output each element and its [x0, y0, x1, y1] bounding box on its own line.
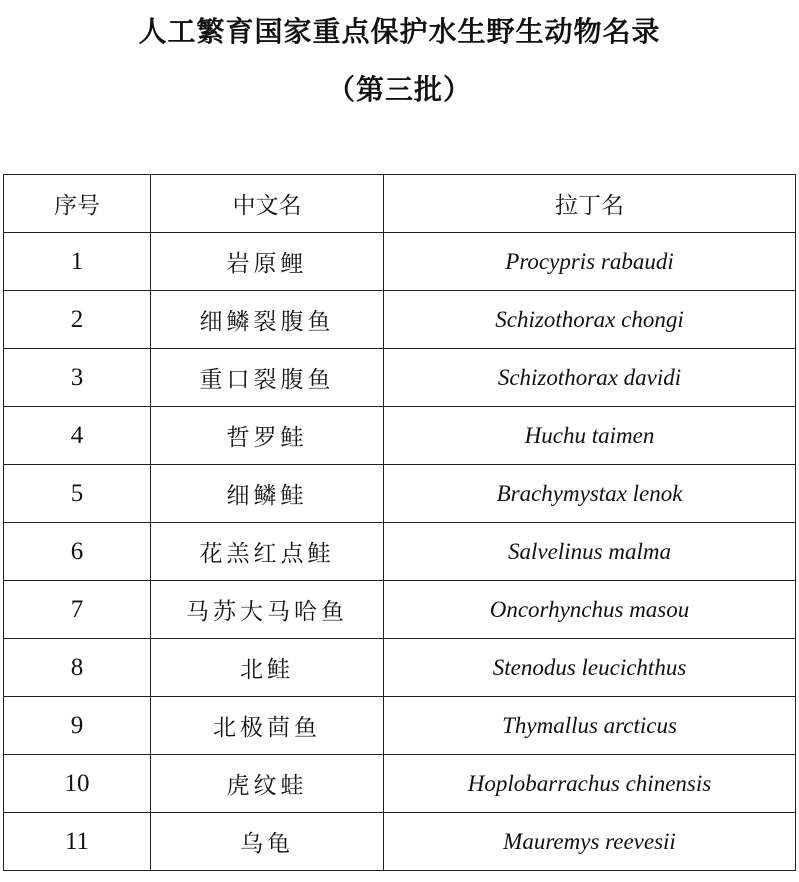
row-number: 4	[4, 407, 151, 465]
row-number: 6	[4, 523, 151, 581]
row-latin-name: Thymallus arcticus	[384, 697, 796, 755]
row-latin-name: Huchu taimen	[384, 407, 796, 465]
table-row	[4, 407, 796, 465]
row-number: 9	[4, 697, 151, 755]
row-latin-name: Brachymystax lenok	[384, 465, 796, 523]
row-number: 5	[4, 465, 151, 523]
row-latin-name: Schizothorax chongi	[384, 291, 796, 349]
row-chinese-name: 花羔红点鲑	[151, 523, 384, 581]
table-row	[4, 639, 796, 697]
row-chinese-name: 北极茴鱼	[151, 697, 384, 755]
row-number: 1	[4, 233, 151, 291]
row-number: 10	[4, 755, 151, 813]
table-row	[4, 755, 796, 813]
table-row	[4, 291, 796, 349]
row-latin-name: Hoplobarrachus chinensis	[384, 755, 796, 813]
row-chinese-name: 北鲑	[151, 639, 384, 697]
table-row	[4, 523, 796, 581]
table-row	[4, 465, 796, 523]
row-latin-name: Oncorhynchus masou	[384, 581, 796, 639]
species-table	[3, 174, 796, 871]
document-subtitle: （第三批）	[326, 73, 472, 106]
row-number: 8	[4, 639, 151, 697]
row-chinese-name: 马苏大马哈鱼	[151, 581, 384, 639]
table-header-row	[4, 175, 796, 233]
table-row	[4, 581, 796, 639]
row-chinese-name: 细鳞裂腹鱼	[151, 291, 384, 349]
row-latin-name: Schizothorax davidi	[384, 349, 796, 407]
header-chinese-name: 中文名	[151, 175, 384, 233]
row-number: 11	[4, 813, 151, 871]
row-chinese-name: 虎纹蛙	[151, 755, 384, 813]
row-latin-name: Stenodus leucichthus	[384, 639, 796, 697]
row-number: 3	[4, 349, 151, 407]
row-latin-name: Mauremys reevesii	[384, 813, 796, 871]
table-row	[4, 697, 796, 755]
row-number: 2	[4, 291, 151, 349]
header-number: 序号	[4, 175, 151, 233]
row-latin-name: Procypris rabaudi	[384, 233, 796, 291]
row-chinese-name: 哲罗鲑	[151, 407, 384, 465]
row-number: 7	[4, 581, 151, 639]
table-row	[4, 813, 796, 871]
row-chinese-name: 乌龟	[151, 813, 384, 871]
row-chinese-name: 细鳞鲑	[151, 465, 384, 523]
row-chinese-name: 岩原鲤	[151, 233, 384, 291]
document-title: 人工繁育国家重点保护水生野生动物名录	[138, 15, 661, 48]
table-row	[4, 233, 796, 291]
header-latin-name: 拉丁名	[384, 175, 796, 233]
table-row	[4, 349, 796, 407]
row-latin-name: Salvelinus malma	[384, 523, 796, 581]
row-chinese-name: 重口裂腹鱼	[151, 349, 384, 407]
